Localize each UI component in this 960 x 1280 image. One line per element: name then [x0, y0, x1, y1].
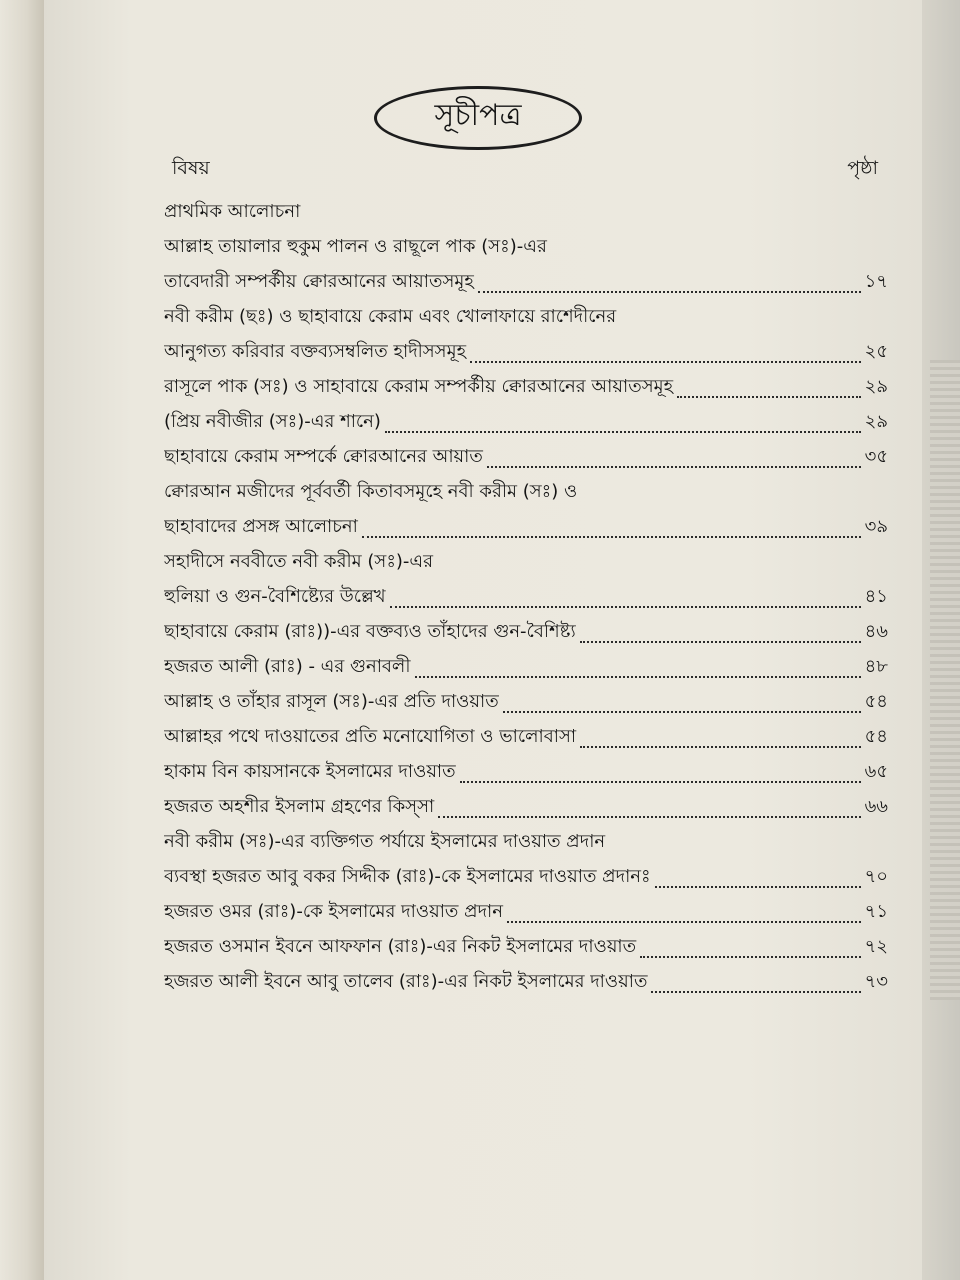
toc-entry-text: নবী করীম (ছঃ) ও ছাহাবায়ে কেরাম এবং খোলাফায়ে রাশেদীনের — [164, 306, 617, 327]
toc-entry — [164, 578, 888, 613]
toc-entry — [164, 753, 888, 788]
toc-entry-text: আল্লাহ ও তাঁহার রাসূল (সঃ)-এর প্রতি দাওয়াত — [164, 691, 499, 712]
toc-entry-text: হুলিয়া ও গুন-বৈশিষ্ট্যের উল্লেখ — [164, 586, 386, 607]
page-title: সূচীপত্র — [434, 98, 522, 133]
right-page-edge — [920, 0, 960, 1280]
toc-entry-page-number: ৫৪ — [864, 691, 888, 712]
toc-entry — [164, 788, 888, 823]
toc-entry-text: নবী করীম (সঃ)-এর ব্যক্তিগত পর্যায়ে ইসলামের দাওয়াত প্রদান — [164, 831, 606, 852]
toc-entry-page-number: ১৭ — [864, 271, 888, 292]
toc-entry-text: ছাহাবাদের প্রসঙ্গ আলোচনা — [164, 516, 358, 537]
toc-entry-text: ছাহাবায়ে কেরাম (রাঃ))-এর বক্তব্যও তাঁহাদের গুন-বৈশিষ্ট্য — [164, 621, 576, 642]
toc-entry-text: হাকাম বিন কায়সানকে ইসলামের দাওয়াত — [164, 761, 456, 782]
toc-entry — [164, 438, 888, 473]
dot-leader — [503, 711, 861, 713]
dot-leader — [438, 816, 860, 818]
toc-entry — [164, 263, 888, 298]
toc-entry — [164, 228, 888, 263]
toc-entry-page-number: ৭৩ — [864, 971, 888, 992]
toc-entry-page-number: ৩৫ — [864, 446, 888, 467]
dot-leader — [385, 431, 861, 433]
table-of-contents — [164, 193, 888, 998]
toc-entry-text: রাসূলে পাক (সঃ) ও সাহাবায়ে কেরাম সম্পর্কীয় ক্বোরআনের আয়াতসমূহ — [164, 376, 674, 397]
toc-entry-text: আল্লাহর পথে দাওয়াতের প্রতি মনোযোগিতা ও ভালোবাসা — [164, 726, 577, 747]
toc-entry-page-number: ৩৯ — [864, 516, 888, 537]
toc-entry-text: তাবেদারী সম্পর্কীয় ক্বোরআনের আয়াতসমূহ — [164, 271, 474, 292]
toc-entry-page-number: ৭১ — [864, 901, 888, 922]
toc-entry — [164, 963, 888, 998]
toc-entry-page-number: ৪৬ — [864, 621, 888, 642]
page-column-label: পৃষ্ঠা — [847, 157, 878, 179]
toc-entry-text: সহাদীসে নববীতে নবী করীম (সঃ)-এর — [164, 551, 434, 572]
dot-leader — [640, 956, 860, 958]
toc-entry — [164, 683, 888, 718]
toc-entry-page-number: ৭০ — [864, 866, 888, 887]
toc-entry-text: প্রাথমিক আলোচনা — [164, 201, 301, 222]
toc-entry-text: আনুগত্য করিবার বক্তব্যসম্বলিত হাদীসসমূহ — [164, 341, 467, 362]
toc-entry-text: হজরত ওমর (রাঃ)-কে ইসলামের দাওয়াত প্রদান — [164, 901, 503, 922]
toc-entry-text: (প্রিয় নবীজীর (সঃ)-এর শানে) — [164, 411, 381, 432]
toc-entry-page-number: ২৫ — [864, 341, 888, 362]
dot-leader — [507, 921, 861, 923]
toc-entry-text: ছাহাবায়ে কেরাম সম্পর্কে ক্বোরআনের আয়াত — [164, 446, 483, 467]
toc-entry — [164, 543, 888, 578]
toc-entry-page-number: ৬৬ — [864, 796, 888, 817]
dot-leader — [677, 396, 861, 398]
dot-leader — [470, 361, 861, 363]
toc-entry-text: হজরত অহশীর ইসলাম গ্রহণের কিস্সা — [164, 796, 435, 817]
dot-leader — [487, 466, 861, 468]
dot-leader — [415, 676, 861, 678]
toc-entry — [164, 333, 888, 368]
title-oval — [374, 86, 582, 150]
toc-entry-page-number: ২৯ — [864, 411, 888, 432]
toc-entry — [164, 893, 888, 928]
column-header — [166, 150, 878, 180]
toc-entry-text: আল্লাহ তায়ালার হুকুম পালন ও রাছূলে পাক (সঃ)-এর — [164, 236, 547, 257]
toc-entry — [164, 403, 888, 438]
subject-column-label: বিষয় — [172, 157, 210, 179]
dot-leader — [655, 886, 861, 888]
dot-leader — [580, 746, 861, 748]
toc-entry-text: ব্যবস্থা হজরত আবু বকর সিদ্দীক (রাঃ)-কে ইসলামের দাওয়াত প্রদানঃ — [164, 866, 651, 887]
toc-entry-page-number: ৪১ — [864, 586, 888, 607]
toc-entry — [164, 193, 888, 228]
toc-entry-text: হজরত ওসমান ইবনে আফফান (রাঃ)-এর নিকট ইসলামের দাওয়াত — [164, 936, 637, 957]
toc-entry — [164, 613, 888, 648]
toc-entry-text: ক্বোরআন মজীদের পূর্ববর্তী কিতাবসমূহে নবী করীম (সঃ) ও — [164, 481, 578, 502]
dot-leader — [362, 536, 861, 538]
toc-entry-page-number: ৪৮ — [864, 656, 888, 677]
toc-entry-text: হজরত আলী ইবনে আবু তালেব (রাঃ)-এর নিকট ইসলামের দাওয়াত — [164, 971, 648, 992]
dot-leader — [580, 641, 861, 643]
page-stack — [930, 360, 960, 1000]
toc-entry — [164, 648, 888, 683]
toc-entry — [164, 928, 888, 963]
toc-entry-page-number: ৫৪ — [864, 726, 888, 747]
dot-leader — [460, 781, 861, 783]
toc-entry — [164, 368, 888, 403]
toc-entry — [164, 823, 888, 858]
toc-entry-page-number: ৭২ — [864, 936, 888, 957]
toc-entry-page-number: ২৯ — [864, 376, 888, 397]
toc-entry — [164, 858, 888, 893]
dot-leader — [651, 991, 860, 993]
toc-entry-page-number: ৬৫ — [864, 761, 888, 782]
toc-entry-text: হজরত আলী (রাঃ) - এর গুনাবলী — [164, 656, 411, 677]
book-page — [44, 0, 922, 1280]
dot-leader — [390, 606, 861, 608]
toc-entry — [164, 473, 888, 508]
left-page-edge — [0, 0, 45, 1280]
toc-entry — [164, 718, 888, 753]
toc-entry — [164, 508, 888, 543]
dot-leader — [478, 291, 861, 293]
toc-entry — [164, 298, 888, 333]
